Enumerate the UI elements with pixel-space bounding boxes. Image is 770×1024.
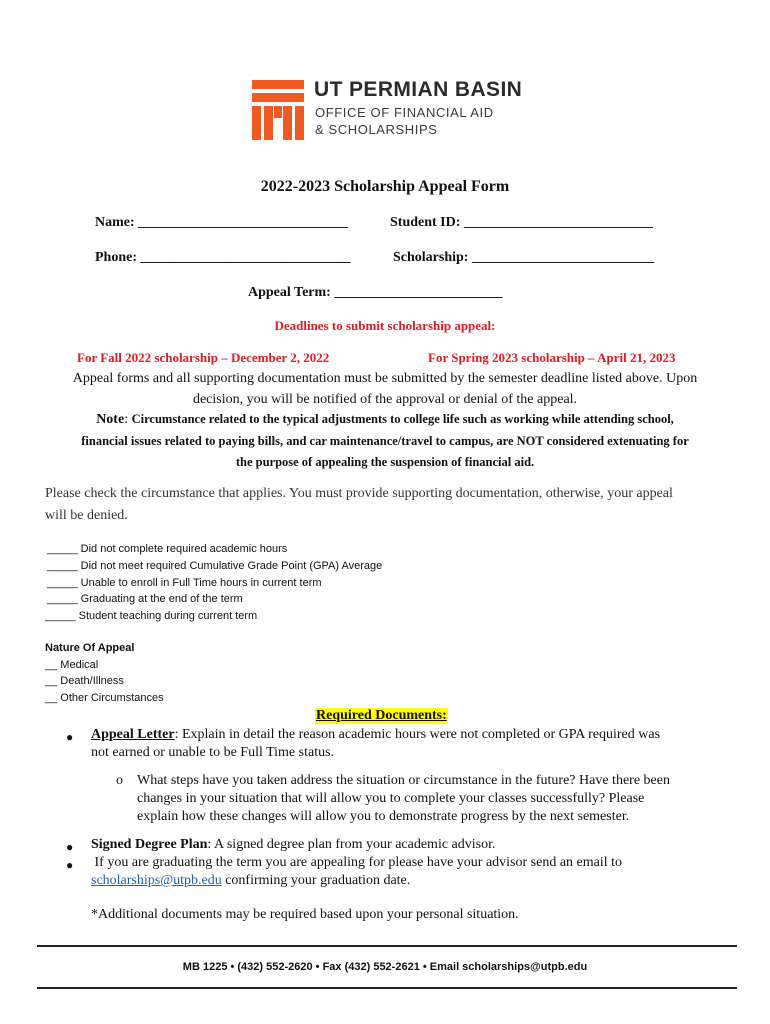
footer-divider-bottom	[37, 987, 737, 989]
check-instruction-2: will be denied.	[45, 508, 128, 523]
fall-deadline: For Fall 2022 scholarship – December 2, 2022	[77, 350, 330, 365]
note-line-1: Note: Circumstance related to the typical adjustments to college life such as working while attending school,	[96, 412, 674, 427]
nature-checkbox-death-illness[interactable]: __ Death/Illness	[45, 675, 124, 687]
footer-contact: MB 1225 • (432) 552-2620 • Fax (432) 552-2621 • Email scholarships@utpb.edu	[182, 961, 588, 973]
intro-line-2: decision, you will be notified of the approval or denial of the appeal.	[192, 392, 578, 407]
ut-permian-basin-logo-icon	[252, 80, 304, 140]
logo-title: UT PERMIAN BASIN	[314, 78, 523, 101]
required-documents-heading: Required Documents:	[316, 708, 447, 723]
logo-subtitle-1: OFFICE OF FINANCIAL AID	[315, 105, 494, 120]
note-text-1: Circumstance related to the typical adjustments to college life such as working while attending school,	[131, 412, 674, 426]
note-line-3: the purpose of appealing the suspension of financial aid.	[235, 455, 535, 469]
graduating-line-2	[91, 873, 410, 889]
degree-plan-text: : A signed degree plan from your academic advisor.	[207, 837, 496, 852]
logo-subtitle-2: & SCHOLARSHIPS	[315, 122, 438, 137]
circumstance-checkbox-3[interactable]: _____ Unable to enroll in Full Time hours in current term	[47, 577, 322, 589]
note-line-2: financial issues related to paying bills, and car maintenance/travel to campus, are NOT considered extenuating for	[81, 434, 689, 448]
appeal-letter-text: : Explain in detail the reason academic hours were not completed or GPA required was	[174, 727, 661, 742]
footer-divider-top	[37, 945, 737, 947]
form-title: 2022-2023 Scholarship Appeal Form	[260, 178, 510, 195]
circumstance-checkbox-1[interactable]: _____ Did not complete required academic hours	[47, 543, 288, 555]
degree-plan-item	[91, 837, 496, 853]
bullet-icon: ●	[66, 858, 74, 872]
student-id-field[interactable]: Student ID: ___________________________	[390, 215, 653, 230]
circumstance-checkbox-4[interactable]: _____ Graduating at the end of the term	[47, 593, 243, 605]
bullet-icon: ●	[66, 730, 74, 744]
scholarship-field[interactable]: Scholarship: __________________________	[393, 250, 654, 265]
phone-field[interactable]: Phone: ______________________________	[95, 250, 351, 265]
email-link[interactable]: scholarships@utpb.edu	[91, 873, 222, 888]
sub-item-line-1: What steps have you taken address the situation or circumstance in the future? Have there been	[137, 773, 670, 788]
check-instruction-1: Please check the circumstance that applies. You must provide supporting documentation, otherwise, your appeal	[45, 486, 673, 501]
bullet-icon: ●	[66, 840, 74, 854]
sub-item-line-2: changes in your situation that will allow you to complete your classes successfully? Please	[137, 791, 645, 806]
appeal-letter-label: Appeal Letter	[91, 727, 175, 742]
degree-plan-label: Signed Degree Plan	[91, 837, 208, 852]
appeal-term-field[interactable]: Appeal Term: ________________________	[248, 285, 503, 300]
nature-of-appeal-heading: Nature Of Appeal	[45, 642, 135, 654]
spring-deadline: For Spring 2023 scholarship – April 21, 2023	[428, 350, 676, 365]
appeal-letter-item	[91, 727, 660, 743]
name-field[interactable]: Name: ______________________________	[95, 215, 349, 230]
nature-checkbox-other[interactable]: __ Other Circumstances	[45, 692, 164, 704]
sub-bullet-icon: o	[116, 773, 123, 788]
note-label: Note	[96, 412, 125, 427]
appeal-letter-text-2: not earned or unable to be Full Time status.	[91, 745, 335, 760]
circumstance-checkbox-5[interactable]: _____ Student teaching during current term	[45, 610, 258, 622]
sub-item-line-3: explain how these changes will allow you to demonstrate progress by the next semester.	[137, 809, 630, 824]
graduating-line-1: If you are graduating the term you are appealing for please have your advisor send an email to	[91, 855, 623, 870]
circumstance-checkbox-2[interactable]: _____ Did not meet required Cumulative Grade Point (GPA) Average	[47, 560, 383, 572]
graduating-confirm-text: confirming your graduation date.	[221, 873, 411, 888]
deadlines-heading: Deadlines to submit scholarship appeal:	[274, 318, 496, 333]
nature-checkbox-medical[interactable]: __ Medical	[45, 659, 99, 671]
intro-line-1: Appeal forms and all supporting documentation must be submitted by the semester deadline listed above. Upon	[72, 371, 698, 386]
additional-docs-note: *Additional documents may be required based upon your personal situation.	[91, 907, 519, 922]
